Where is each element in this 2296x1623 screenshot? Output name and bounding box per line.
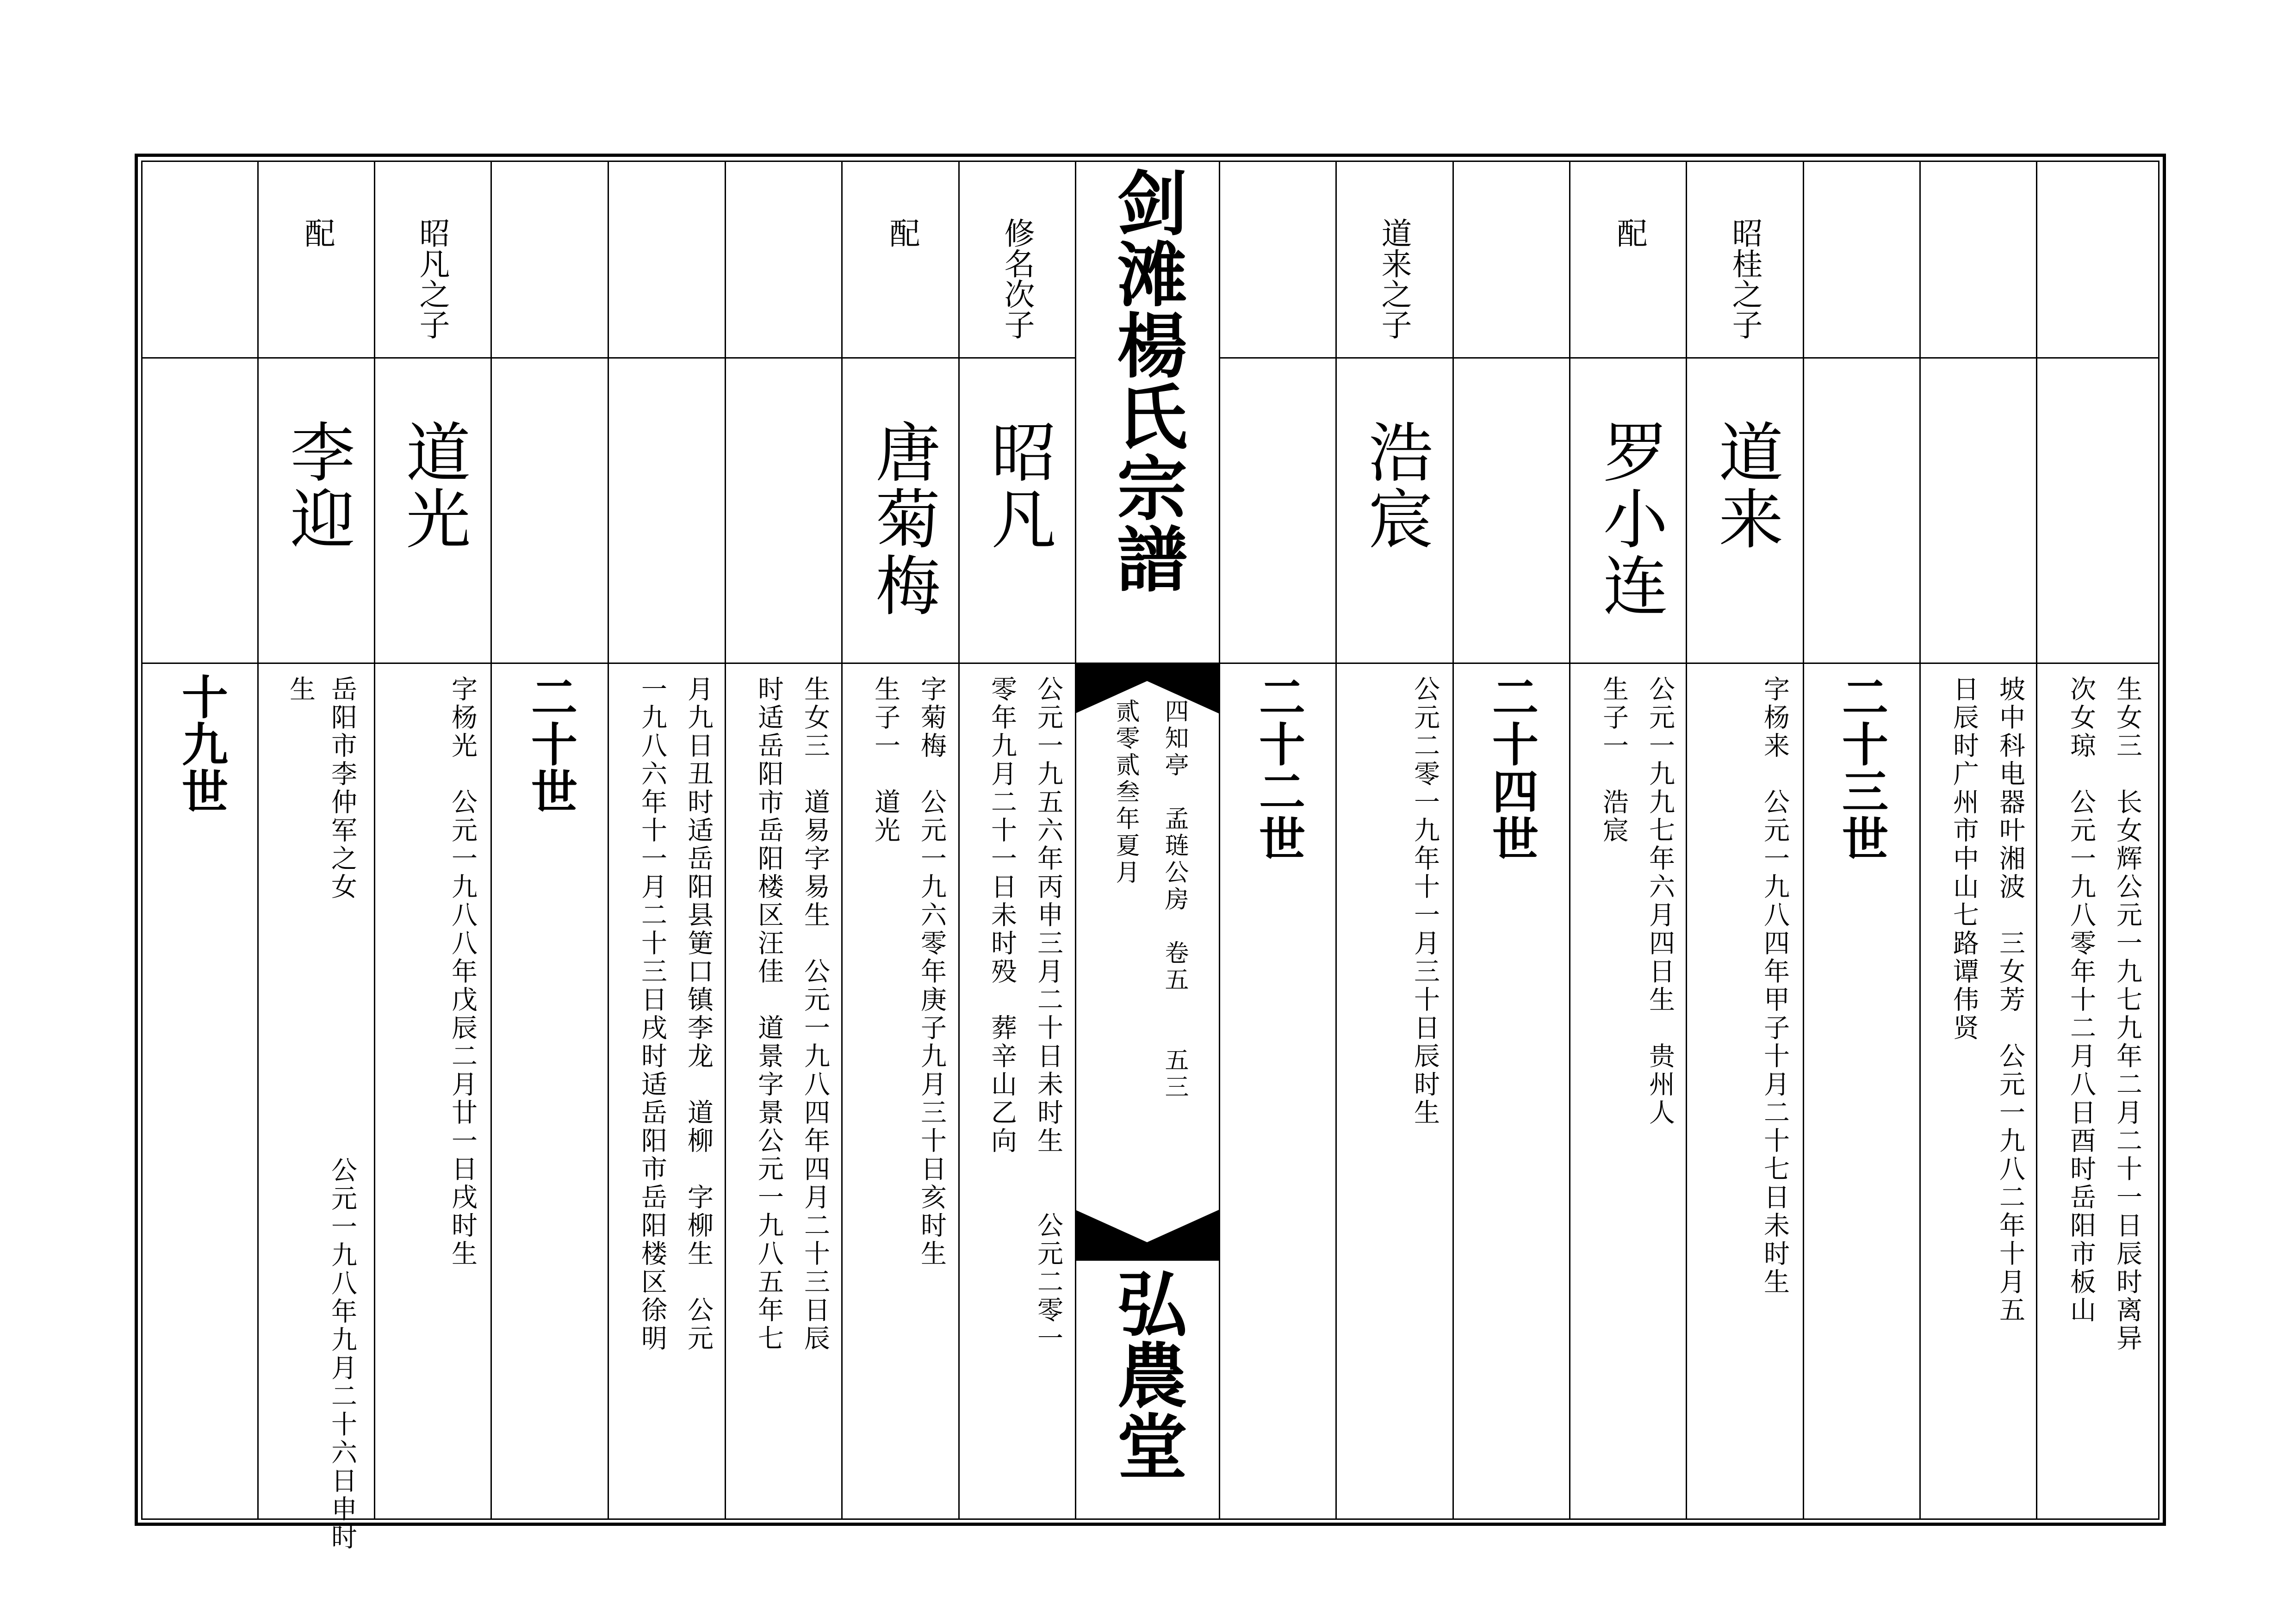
column-rule (725, 161, 726, 1520)
hall-name: 弘農堂 (1105, 1268, 1188, 1481)
person-name-dao-guang: 道光 (395, 419, 471, 552)
column-rule (1569, 161, 1570, 1520)
person-name-hao-chen: 浩宸 (1358, 419, 1433, 552)
relation-label: 道来之子 (1376, 217, 1412, 340)
bio-text: 生 (285, 675, 316, 704)
column-rule (490, 161, 492, 1520)
bio-text: 生子一 浩宸 (1599, 675, 1629, 845)
bio-text: 公元一九五六年丙申三月二十日未时生 公元二零一 (1033, 675, 1063, 1353)
generation-label-19: 十九世 (174, 673, 229, 815)
generation-label-20: 二十世 (523, 673, 578, 815)
column-rule (257, 161, 259, 1520)
bio-text: 一九八六年十一月二十三日戌时适岳阳市岳阳楼区徐明 (637, 675, 667, 1353)
column-rule (1803, 161, 1804, 1520)
book-title: 剑滩楊氏宗譜 (1105, 167, 1188, 594)
person-name-li-ying: 李迎 (279, 419, 355, 552)
bio-text: 生女三 道易字易生 公元一九八四年四月二十三日辰 (800, 675, 830, 1353)
person-name-luo-xiaolian: 罗小连 (1592, 419, 1668, 619)
row-rule (141, 357, 1075, 359)
column-rule (1219, 161, 1220, 1520)
person-name-dao-lai: 道来 (1708, 419, 1783, 552)
generation-label-22: 二十二世 (1251, 673, 1306, 862)
row-rule (1219, 663, 2159, 664)
bio-text: 时适岳阳市岳阳楼区汪佳 道景字景公元一九八五年七 (754, 675, 784, 1353)
relation-label: 修名次子 (999, 217, 1035, 340)
bio-text: 公元一九九七年六月四日生 贵州人 (1645, 675, 1675, 1127)
column-rule (1686, 161, 1687, 1520)
bio-text: 字杨光 公元一九八八年戊辰二月廿一日戌时生 (447, 675, 478, 1268)
row-rule (141, 663, 1075, 664)
relation-label: 配 (1612, 217, 1647, 248)
relation-label: 配 (884, 217, 920, 248)
bio-text: 公元二零一九年十一月三十日辰时生 (1410, 675, 1440, 1127)
column-rule (1452, 161, 1454, 1520)
column-rule (608, 161, 609, 1520)
relation-label: 配 (299, 217, 335, 248)
column-rule (1919, 161, 1921, 1520)
bio-text: 字杨来 公元一九八四年甲子十月二十七日未时生 (1760, 675, 1790, 1296)
column-rule (958, 161, 960, 1520)
bio-text: 生女三 长女辉公元一九七九年二月二十一日辰时离异 (2112, 675, 2142, 1353)
compile-date-label: 贰零贰叁年夏月 (1111, 699, 1139, 886)
bio-text: 零年九月二十一日未时殁 葬辛山乙向 (987, 675, 1017, 1155)
column-rule (2036, 161, 2037, 1520)
top-fishtail-ornament (1075, 663, 1219, 713)
row-rule (1219, 357, 2159, 359)
bio-text: 日辰时广州市中山七路谭伟贤 (1949, 675, 1979, 1042)
column-rule (841, 161, 843, 1520)
generation-label-24: 二十四世 (1484, 673, 1539, 862)
bio-text: 公元一九八年九月二十六日申时 (327, 987, 357, 1552)
relation-label: 昭凡之子 (414, 217, 450, 340)
bio-text: 月九日丑时适岳阳县筻口镇李龙 道柳 字柳生 公元 (683, 675, 714, 1353)
column-rule (374, 161, 375, 1520)
center-banner (1075, 162, 1219, 1518)
column-rule (1335, 161, 1337, 1520)
person-name-zhao-fan: 昭凡 (980, 419, 1056, 552)
bio-text: 次女琼 公元一九八零年十二月八日酉时岳阳市板山 (2066, 675, 2096, 1325)
person-name-tang-jumei: 唐菊梅 (865, 419, 940, 619)
bottom-fishtail-ornament (1075, 1210, 1219, 1261)
generation-label-23: 二十三世 (1834, 673, 1889, 862)
relation-label: 昭桂之子 (1727, 217, 1762, 340)
bio-text: 生子一 道光 (870, 675, 900, 845)
bio-text: 岳阳市李仲军之女 (327, 675, 357, 901)
bio-text: 字菊梅 公元一九六零年庚子九月三十日亥时生 (917, 675, 947, 1268)
branch-volume-label: 四知亭 孟琏公房 卷五 五三 (1160, 699, 1188, 1101)
bio-text: 坡中科电器叶湘波 三女芳 公元一九八二年十月五 (1995, 675, 2025, 1325)
